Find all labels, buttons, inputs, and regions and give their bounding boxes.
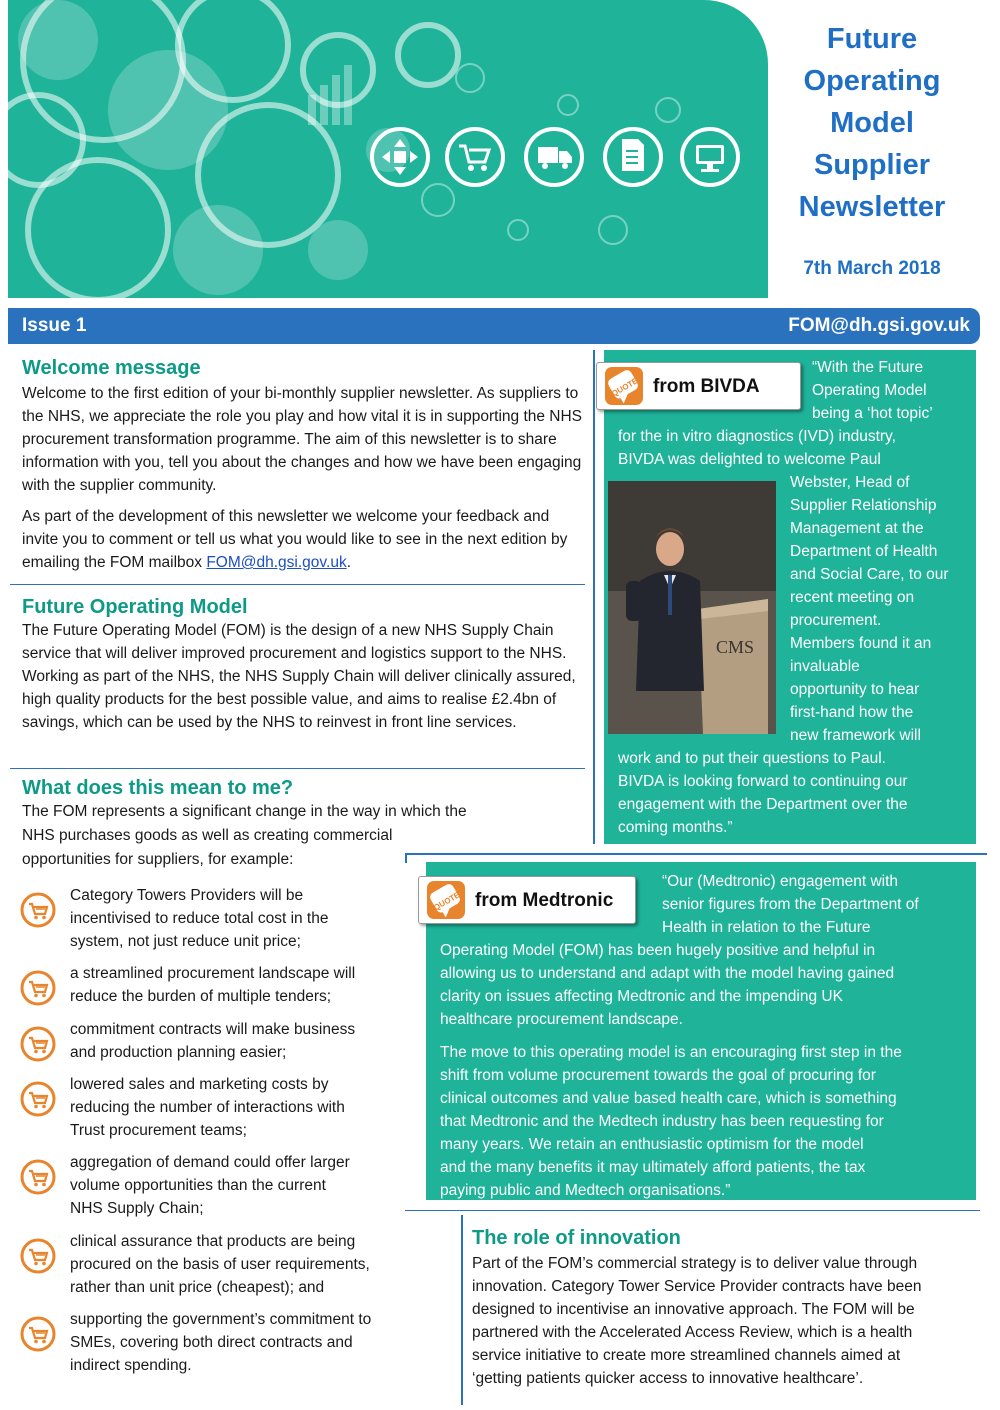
medtronic-quote-box xyxy=(426,862,976,1200)
quote-line: many years. We retain an enthusiastic optimism for the model xyxy=(440,1136,864,1153)
quote-line: for the in vitro diagnostics (IVD) industry, xyxy=(618,428,896,445)
quote-line: that Medtronic and the Medtech industry has been requesting for xyxy=(440,1113,884,1130)
quote-line: Management at the xyxy=(790,520,924,537)
list-item-line: system, not just reduce unit price; xyxy=(70,933,301,950)
shopping-cart-icon xyxy=(20,1238,56,1274)
quote-line: first-hand how the xyxy=(790,704,914,721)
list-item xyxy=(20,1308,420,1377)
quote-line: invaluable xyxy=(790,658,860,675)
quote-line: “With the Future xyxy=(812,359,924,376)
quote-line: Members found it an xyxy=(790,635,932,652)
section-title: What does this mean to me? xyxy=(22,777,294,799)
quote-paragraph xyxy=(440,939,965,1031)
title-line: Supplier xyxy=(813,149,930,181)
shopping-cart-icon xyxy=(20,970,56,1006)
paragraph-text: . xyxy=(346,554,352,571)
text-line: Part of the FOM’s commercial strategy is to deliver value through xyxy=(472,1255,918,1272)
title-line: Future xyxy=(826,23,918,55)
quote-line: “Our (Medtronic) engagement with xyxy=(662,873,899,890)
shopping-cart-icon xyxy=(20,1159,56,1195)
quote-icon xyxy=(603,365,645,407)
list-item-line: indirect spending. xyxy=(70,1357,192,1374)
welcome-section xyxy=(22,356,587,574)
quote-line: healthcare procurement landscape. xyxy=(440,1011,683,1028)
quote-line: Department of Health xyxy=(790,543,938,560)
list-item xyxy=(20,1230,420,1299)
quote-line: shift from volume procurement towards the goal of procuring for xyxy=(440,1067,876,1084)
list-item-line: rather than unit price (cheapest); and xyxy=(70,1279,325,1296)
list-item xyxy=(20,884,420,953)
text-line: partnered with the Accelerated Access Review, which is a health xyxy=(472,1324,913,1341)
quote-line: work and to put their questions to Paul. xyxy=(618,750,886,767)
list-item-line: NHS Supply Chain; xyxy=(70,1200,204,1217)
list-item-line: SMEs, covering both direct contracts and xyxy=(70,1334,353,1351)
quote-icon-label: QUOTE xyxy=(610,376,640,399)
quote-line: Webster, Head of xyxy=(790,474,910,491)
quote-source: from Medtronic xyxy=(475,889,614,911)
section-title: The role of innovation xyxy=(472,1227,681,1249)
quote-line: The move to this operating model is an encouraging first step in the xyxy=(440,1044,902,1061)
shopping-cart-icon xyxy=(20,1026,56,1062)
text-line: opportunities for suppliers, for example: xyxy=(22,851,294,868)
quote-line: Operating Model xyxy=(812,382,927,399)
paragraph: Welcome to the first edition of your bi-monthly supplier newsletter. As suppliers to the NHS, we appreciate the role you play and how vital it is in supporting the NHS procurement transformation programme. The aim of this newsletter is to share information with you, tell you about the changes and how we have been engaging with the supplier community. xyxy=(22,385,583,494)
list-item-line: volume opportunities than the current xyxy=(70,1177,326,1194)
list-item-line: Category Towers Providers will be xyxy=(70,887,304,904)
quote-line: opportunity to hear xyxy=(790,681,920,698)
list-item-line: aggregation of demand could offer larger xyxy=(70,1154,350,1171)
quote-line: Health in relation to the Future xyxy=(662,919,871,936)
paragraph: The Future Operating Model (FOM) is the design of a new NHS Supply Chain service that will deliver improved procurement and logistics support to the NHS. Working as part of the NHS, the NHS Supply Chain will deliver clinically assured, high quality products for the best possible value, and aims to realise £2.4bn of savings, which can be used by the NHS to reinvest in front line services. xyxy=(22,622,576,731)
text-line: The FOM represents a significant change in the way in which the xyxy=(22,803,467,820)
podium-sign: CMS xyxy=(716,637,755,657)
quote-line: coming months.” xyxy=(618,819,733,836)
list-item-line: and production planning easier; xyxy=(70,1044,287,1061)
list-item xyxy=(20,1073,420,1142)
list-item-line: procured on the basis of user requirements, xyxy=(70,1256,370,1273)
paragraph-text: As part of the development of this newsletter we welcome your feedback and invite you to comment or tell us what you would like to see in the next edition by emailing the FOM mailbox xyxy=(22,508,568,571)
list-item-line: incentivised to reduce total cost in the xyxy=(70,910,329,927)
quote-line: allowing us to understand and adapt with the model having gained xyxy=(440,965,895,982)
bivda-quote-box xyxy=(604,350,976,844)
paragraph xyxy=(472,1252,977,1390)
quote-line: new framework will xyxy=(790,727,921,744)
list-item xyxy=(20,1151,420,1220)
quote-frame xyxy=(593,853,987,855)
issue-date: 7th March 2018 xyxy=(803,258,941,279)
quote-line: BIVDA is looking forward to continuing our xyxy=(618,773,908,790)
list-item-line: a streamlined procurement landscape will xyxy=(70,965,356,982)
mailbox-link[interactable]: FOM@dh.gsi.gov.uk xyxy=(206,554,347,571)
title-line: Newsletter xyxy=(798,191,946,223)
text-line: service initiative to create more streamlined channels aimed at xyxy=(472,1347,901,1364)
quote-line: procurement. xyxy=(790,612,882,629)
section-divider xyxy=(10,584,585,585)
quote-line: Operating Model (FOM) has been hugely positive and helpful in xyxy=(440,942,876,959)
speaker-photo xyxy=(608,481,776,734)
quote-text xyxy=(662,870,962,939)
title-line: Model xyxy=(830,107,914,139)
quote-line: and the many benefits it may ultimately afford patients, the tax xyxy=(440,1159,866,1176)
quote-line: clarity on issues affecting Medtronic and the impending UK xyxy=(440,988,843,1005)
text-line: ‘getting patients quicker access to innovative healthcare’. xyxy=(472,1370,864,1387)
paragraph xyxy=(22,505,587,574)
shopping-cart-icon xyxy=(20,892,56,928)
quote-line: clinical outcomes and value based health care, which is something xyxy=(440,1090,897,1107)
list-item xyxy=(20,1018,420,1064)
header-banner xyxy=(8,0,768,298)
quote-line: paying public and Medtech organisations.” xyxy=(440,1182,731,1199)
list-item-line: supporting the government’s commitment to xyxy=(70,1311,372,1328)
title-line: Operating xyxy=(803,65,941,97)
list-item-line: commitment contracts will make business xyxy=(70,1021,356,1038)
quote-line: Supplier Relationship xyxy=(790,497,937,514)
fom-section xyxy=(22,595,587,734)
issue-bar xyxy=(8,308,980,344)
quote-line: being a ‘hot topic’ xyxy=(812,405,933,422)
issue-number: Issue 1 xyxy=(22,315,87,336)
newsletter-title xyxy=(772,18,972,228)
quote-line: senior figures from the Department of xyxy=(662,896,919,913)
quote-badge xyxy=(596,362,801,410)
quote-frame xyxy=(461,1215,463,1405)
shopping-cart-icon xyxy=(20,1316,56,1352)
list-item-line: reducing the number of interactions with xyxy=(70,1099,345,1116)
quote-icon-label: QUOTE xyxy=(432,890,462,913)
quote-text xyxy=(790,471,965,747)
list-item-line: reduce the burden of multiple tenders; xyxy=(70,988,332,1005)
list-item xyxy=(20,962,420,1008)
text-line: NHS purchases goods as well as creating commercial xyxy=(22,827,393,844)
innovation-section xyxy=(472,1226,977,1390)
quote-paragraph xyxy=(440,1041,965,1202)
list-item-line: lowered sales and marketing costs by xyxy=(70,1076,329,1093)
quote-frame xyxy=(405,1210,980,1211)
quote-icon xyxy=(425,879,467,921)
quote-source: from BIVDA xyxy=(653,375,760,397)
section-divider xyxy=(10,768,585,769)
quote-line: and Social Care, to our xyxy=(790,566,949,583)
quote-frame xyxy=(593,350,595,844)
quote-badge xyxy=(418,876,636,924)
quote-text xyxy=(618,747,968,839)
list-item-line: clinical assurance that products are being xyxy=(70,1233,356,1250)
quote-text xyxy=(440,939,965,1202)
text-line: designed to incentivise an innovative approach. The FOM will be xyxy=(472,1301,915,1318)
what-does-this-mean-section xyxy=(22,776,587,872)
section-title: Welcome message xyxy=(22,357,201,379)
banner-artwork xyxy=(8,0,768,298)
quote-text xyxy=(618,425,968,471)
quote-text xyxy=(812,356,962,425)
benefits-list xyxy=(20,884,420,1377)
list-item-line: Trust procurement teams; xyxy=(70,1122,247,1139)
contact-email[interactable]: FOM@dh.gsi.gov.uk xyxy=(788,315,970,336)
section-title: Future Operating Model xyxy=(22,596,248,618)
quote-line: BIVDA was delighted to welcome Paul xyxy=(618,451,881,468)
quote-frame xyxy=(405,853,605,855)
shopping-cart-icon xyxy=(20,1081,56,1117)
quote-line: engagement with the Department over the xyxy=(618,796,908,813)
text-line: innovation. Category Tower Service Provider contracts have been xyxy=(472,1278,922,1295)
quote-line: recent meeting on xyxy=(790,589,915,606)
